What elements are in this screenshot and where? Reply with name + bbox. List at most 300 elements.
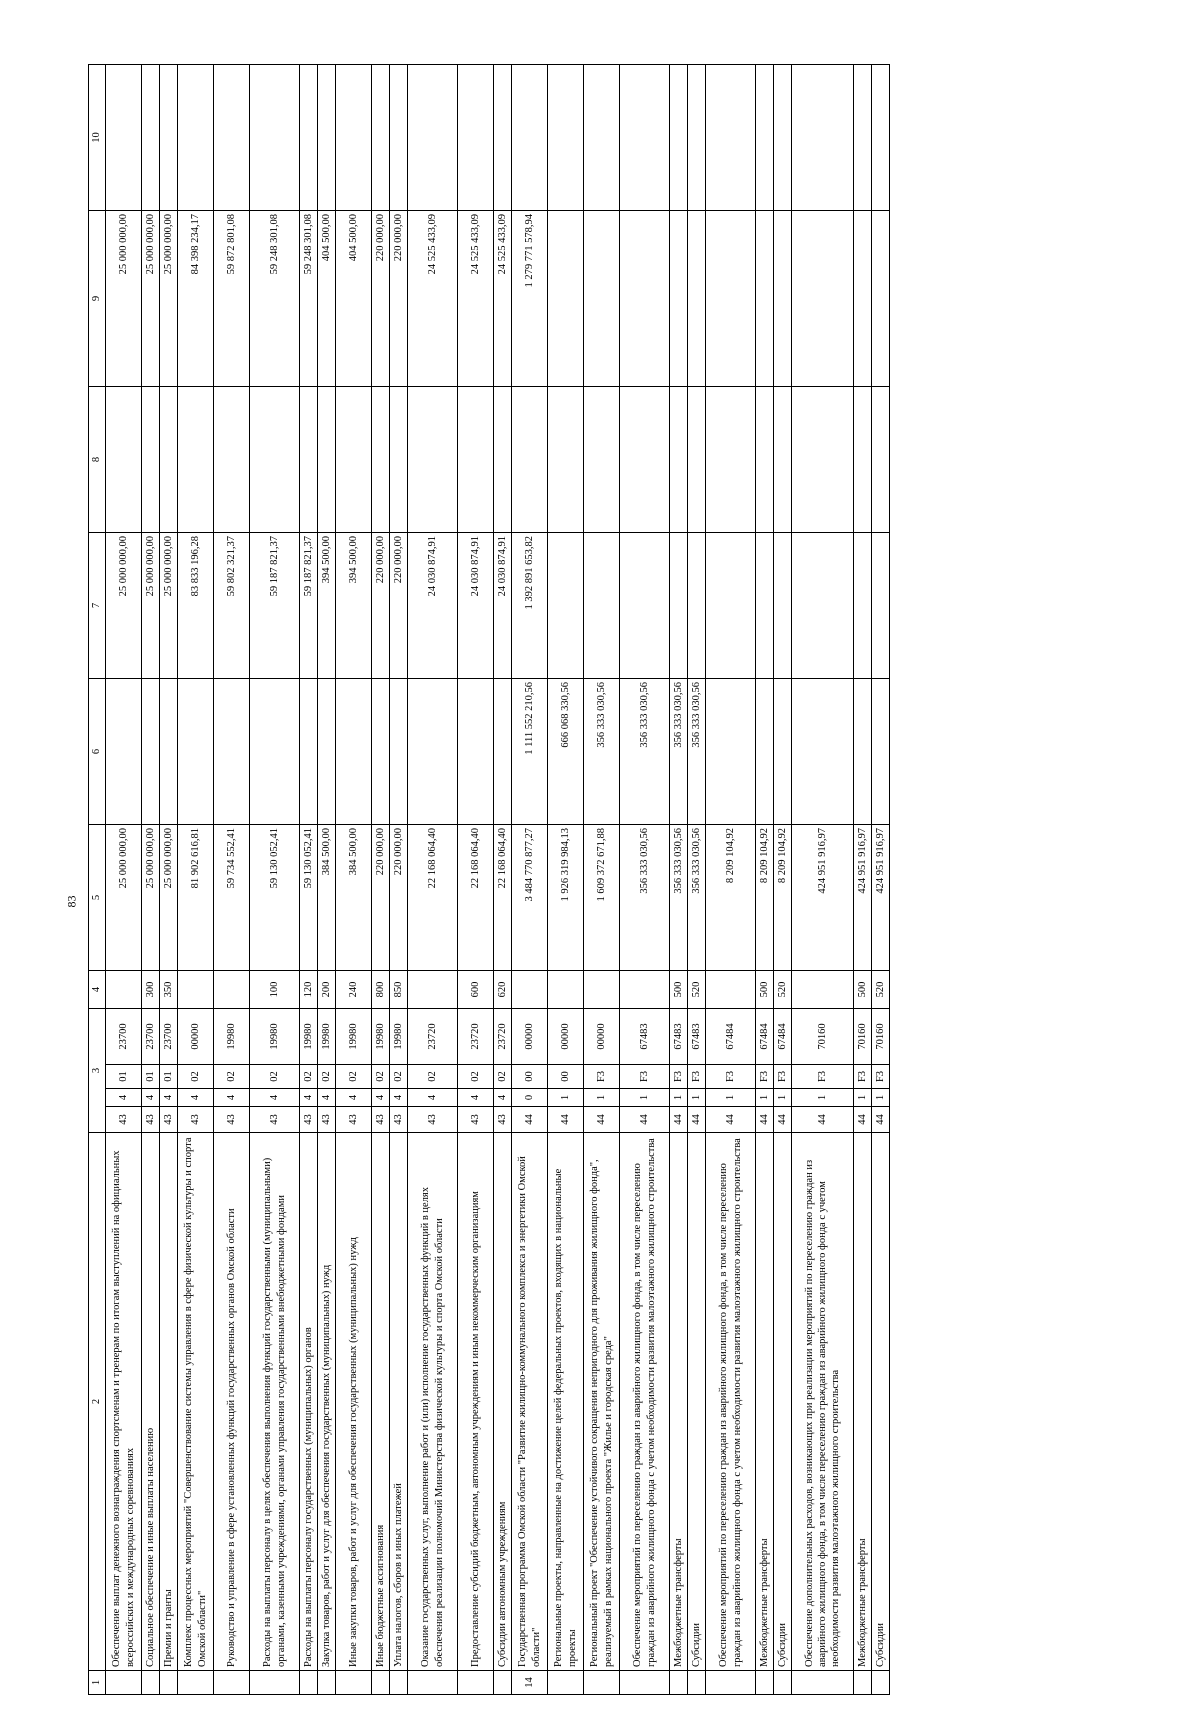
value-cell	[756, 387, 774, 533]
value-cell: 666 068 330,56	[548, 679, 584, 825]
code-part: 1	[548, 1089, 584, 1107]
table-row	[706, 65, 756, 1695]
code-part: F3	[774, 1065, 792, 1089]
table-row	[792, 65, 854, 1695]
row-index	[584, 1671, 620, 1695]
value-cell	[300, 679, 318, 825]
kvr-code: 850	[390, 971, 408, 1009]
kvr-code: 500	[670, 971, 688, 1009]
row-index	[106, 1671, 142, 1695]
code-part: 19980	[336, 1009, 372, 1065]
kvr-code: 100	[250, 971, 300, 1009]
kvr-code: 520	[688, 971, 706, 1009]
table-row	[494, 65, 512, 1695]
row-name: Предоставление субсидий бюджетным, автономным учреждениям и иным некоммерческим организациям	[458, 1133, 494, 1671]
row-index: 14	[512, 1671, 548, 1695]
code-part: 19980	[300, 1009, 318, 1065]
value-cell	[792, 387, 854, 533]
value-cell: 24 525 433,09	[458, 211, 494, 387]
code-part: 70160	[792, 1009, 854, 1065]
code-part: 23700	[106, 1009, 142, 1065]
code-part: F3	[670, 1065, 688, 1089]
code-part: 23720	[494, 1009, 512, 1065]
code-part: F3	[756, 1065, 774, 1089]
table-row	[548, 65, 584, 1695]
value-cell: 24 030 874,91	[494, 533, 512, 679]
table-row	[160, 65, 178, 1695]
header-cell: 6	[89, 679, 106, 825]
header-cell: 1	[89, 1671, 106, 1695]
table-row	[854, 65, 872, 1695]
page-number: 83	[64, 895, 79, 908]
value-cell: 424 951 916,97	[854, 825, 872, 971]
value-cell	[390, 387, 408, 533]
value-cell: 356 333 030,56	[620, 679, 670, 825]
row-index	[214, 1671, 250, 1695]
code-part: 43	[336, 1107, 372, 1133]
table-row	[756, 65, 774, 1695]
value-cell: 1 111 552 210,56	[512, 679, 548, 825]
value-cell	[106, 679, 142, 825]
kvr-code: 800	[372, 971, 390, 1009]
table-row	[318, 65, 336, 1695]
row-name: Оказание государственных услуг, выполнение работ и (или) исполнение государственных функций в целях обеспечения реализации полномочий Министерства физической культуры и спорта Омской области	[408, 1133, 458, 1671]
value-cell	[872, 387, 890, 533]
code-part: F3	[688, 1065, 706, 1089]
code-part: 70160	[854, 1009, 872, 1065]
kvr-code	[214, 971, 250, 1009]
row-index	[872, 1671, 890, 1695]
header-cell: 9	[89, 211, 106, 387]
value-cell	[142, 65, 160, 211]
value-cell: 25 000 000,00	[142, 825, 160, 971]
code-part: 43	[494, 1107, 512, 1133]
code-part: 43	[106, 1107, 142, 1133]
code-part: 02	[494, 1065, 512, 1089]
row-index	[142, 1671, 160, 1695]
kvr-code: 500	[756, 971, 774, 1009]
value-cell: 220 000,00	[390, 533, 408, 679]
value-cell	[458, 65, 494, 211]
row-index	[160, 1671, 178, 1695]
value-cell: 404 500,00	[318, 211, 336, 387]
kvr-code: 350	[160, 971, 178, 1009]
code-part: F3	[706, 1065, 756, 1089]
code-part: 01	[106, 1065, 142, 1089]
code-part: F3	[620, 1065, 670, 1089]
value-cell	[792, 211, 854, 387]
value-cell: 1 392 891 653,82	[512, 533, 548, 679]
value-cell	[854, 679, 872, 825]
rotated-page	[88, 65, 1200, 1695]
code-part: 4	[408, 1089, 458, 1107]
value-cell: 84 398 234,17	[178, 211, 214, 387]
row-name: Иные закупки товаров, работ и услуг для обеспечения государственных (муниципальных) нужд	[336, 1133, 372, 1671]
value-cell: 25 000 000,00	[106, 533, 142, 679]
row-index	[774, 1671, 792, 1695]
value-cell: 22 168 064,40	[458, 825, 494, 971]
value-cell	[706, 65, 756, 211]
value-cell	[336, 65, 372, 211]
code-part: 19980	[372, 1009, 390, 1065]
kvr-code: 240	[336, 971, 372, 1009]
code-part: 1	[854, 1089, 872, 1107]
code-part: F3	[872, 1065, 890, 1089]
code-part: 4	[214, 1089, 250, 1107]
row-index	[390, 1671, 408, 1695]
value-cell: 220 000,00	[390, 211, 408, 387]
value-cell	[390, 679, 408, 825]
code-part: 67483	[620, 1009, 670, 1065]
code-part: 4	[106, 1089, 142, 1107]
value-cell	[872, 211, 890, 387]
value-cell	[706, 387, 756, 533]
code-part: 23720	[408, 1009, 458, 1065]
table-row	[688, 65, 706, 1695]
row-name: Субсидии	[774, 1133, 792, 1671]
header-cell: 10	[89, 65, 106, 211]
code-part: 44	[688, 1107, 706, 1133]
code-part: 4	[142, 1089, 160, 1107]
table-row	[872, 65, 890, 1695]
value-cell	[706, 211, 756, 387]
row-index	[670, 1671, 688, 1695]
value-cell: 8 209 104,92	[706, 825, 756, 971]
row-index	[408, 1671, 458, 1695]
value-cell	[336, 679, 372, 825]
kvr-code	[706, 971, 756, 1009]
value-cell: 25 000 000,00	[160, 533, 178, 679]
code-part: 43	[318, 1107, 336, 1133]
code-part: 4	[372, 1089, 390, 1107]
value-cell: 220 000,00	[372, 211, 390, 387]
value-cell	[214, 679, 250, 825]
value-cell: 22 168 064,40	[408, 825, 458, 971]
row-name: Расходы на выплаты персоналу в целях обеспечения выполнения функций государственными (муниципальными) органами, казенными учреждениями, органами управления государственными внебюджетными фондами	[250, 1133, 300, 1671]
value-cell: 25 000 000,00	[142, 211, 160, 387]
value-cell: 24 030 874,91	[458, 533, 494, 679]
value-cell	[160, 65, 178, 211]
value-cell	[774, 65, 792, 211]
value-cell	[688, 211, 706, 387]
value-cell	[688, 65, 706, 211]
code-part: 44	[872, 1107, 890, 1133]
value-cell: 384 500,00	[336, 825, 372, 971]
table-row	[142, 65, 160, 1695]
value-cell: 25 000 000,00	[142, 533, 160, 679]
value-cell	[548, 533, 584, 679]
value-cell	[458, 387, 494, 533]
code-part: 1	[620, 1089, 670, 1107]
kvr-code: 520	[774, 971, 792, 1009]
value-cell: 424 951 916,97	[792, 825, 854, 971]
value-cell: 59 187 821,37	[300, 533, 318, 679]
code-part: 1	[706, 1089, 756, 1107]
code-part: 0	[512, 1089, 548, 1107]
value-cell	[774, 533, 792, 679]
kvr-code: 200	[318, 971, 336, 1009]
row-name: Государственная программа Омской области "Развитие жилищно-коммунального комплекса и энергетики Омской области"	[512, 1133, 548, 1671]
code-part: 43	[178, 1107, 214, 1133]
value-cell	[774, 211, 792, 387]
code-part: 00000	[584, 1009, 620, 1065]
row-name: Субсидии	[688, 1133, 706, 1671]
value-cell	[620, 387, 670, 533]
value-cell	[318, 679, 336, 825]
code-part: 44	[670, 1107, 688, 1133]
code-part: 23700	[160, 1009, 178, 1065]
kvr-code: 620	[494, 971, 512, 1009]
code-part: 19980	[390, 1009, 408, 1065]
code-part: 02	[250, 1065, 300, 1089]
code-part: 44	[548, 1107, 584, 1133]
value-cell	[706, 533, 756, 679]
table-row	[458, 65, 494, 1695]
value-cell	[688, 387, 706, 533]
code-part: 67484	[756, 1009, 774, 1065]
row-name: Межбюджетные трансферты	[756, 1133, 774, 1671]
value-cell	[494, 387, 512, 533]
value-cell: 1 926 319 984,13	[548, 825, 584, 971]
value-cell	[548, 65, 584, 211]
code-part: 4	[458, 1089, 494, 1107]
kvr-code	[512, 971, 548, 1009]
code-part: 02	[214, 1065, 250, 1089]
value-cell: 59 248 301,08	[250, 211, 300, 387]
code-part: 00000	[548, 1009, 584, 1065]
row-name: Субсидии автономным учреждениям	[494, 1133, 512, 1671]
row-name: Региональные проекты, направленные на достижение целей федеральных проектов, входящих в национальные проекты	[548, 1133, 584, 1671]
row-name: Обеспечение выплат денежного вознаграждения спортсменам и тренерам по итогам выступлений на официальных всероссийских и международных соревнованиях	[106, 1133, 142, 1671]
code-part: 43	[390, 1107, 408, 1133]
value-cell: 404 500,00	[336, 211, 372, 387]
code-part: 1	[688, 1089, 706, 1107]
value-cell	[512, 65, 548, 211]
value-cell	[670, 65, 688, 211]
value-cell	[250, 679, 300, 825]
code-part: 67484	[774, 1009, 792, 1065]
value-cell	[548, 211, 584, 387]
value-cell	[372, 387, 390, 533]
value-cell	[620, 65, 670, 211]
value-cell: 394 500,00	[318, 533, 336, 679]
value-cell: 25 000 000,00	[160, 211, 178, 387]
value-cell	[670, 533, 688, 679]
value-cell: 24 525 433,09	[408, 211, 458, 387]
value-cell	[854, 387, 872, 533]
value-cell	[372, 65, 390, 211]
code-part: 1	[756, 1089, 774, 1107]
kvr-code	[178, 971, 214, 1009]
value-cell	[688, 533, 706, 679]
value-cell	[494, 679, 512, 825]
code-part: 02	[318, 1065, 336, 1089]
value-cell: 220 000,00	[372, 825, 390, 971]
value-cell	[494, 65, 512, 211]
code-part: 67483	[670, 1009, 688, 1065]
value-cell	[214, 387, 250, 533]
value-cell	[336, 387, 372, 533]
table-row	[178, 65, 214, 1695]
value-cell	[408, 387, 458, 533]
row-index	[792, 1671, 854, 1695]
value-cell	[372, 679, 390, 825]
code-part: 00000	[512, 1009, 548, 1065]
row-name: Обеспечение мероприятий по переселению граждан из аварийного жилищного фонда, в том числе переселению граждан из аварийного жилищного фонда с учетом необходимости развития малоэтажного жилищного строительства	[706, 1133, 756, 1671]
row-index	[854, 1671, 872, 1695]
code-part: 44	[620, 1107, 670, 1133]
code-part: 44	[756, 1107, 774, 1133]
value-cell: 24 525 433,09	[494, 211, 512, 387]
table-row	[620, 65, 670, 1695]
row-name: Закупка товаров, работ и услуг для обеспечения государственных (муниципальных) нужд	[318, 1133, 336, 1671]
kvr-code	[620, 971, 670, 1009]
row-index	[178, 1671, 214, 1695]
code-part: 1	[774, 1089, 792, 1107]
value-cell	[300, 387, 318, 533]
row-index	[548, 1671, 584, 1695]
value-cell: 424 951 916,97	[872, 825, 890, 971]
row-index	[372, 1671, 390, 1695]
row-index	[336, 1671, 372, 1695]
code-part: 4	[250, 1089, 300, 1107]
table-row	[408, 65, 458, 1695]
row-index	[706, 1671, 756, 1695]
code-part: 19980	[214, 1009, 250, 1065]
code-part: 44	[854, 1107, 872, 1133]
code-part: 00	[512, 1065, 548, 1089]
value-cell	[250, 65, 300, 211]
row-index	[458, 1671, 494, 1695]
value-cell	[872, 65, 890, 211]
value-cell: 356 333 030,56	[620, 825, 670, 971]
value-cell	[872, 679, 890, 825]
value-cell: 25 000 000,00	[160, 825, 178, 971]
value-cell: 356 333 030,56	[688, 679, 706, 825]
header-cell: 3	[89, 1009, 106, 1133]
code-part: 44	[584, 1107, 620, 1133]
value-cell: 22 168 064,40	[494, 825, 512, 971]
code-part: 4	[300, 1089, 318, 1107]
code-part: 02	[408, 1065, 458, 1089]
code-part: 02	[390, 1065, 408, 1089]
row-name: Иные бюджетные ассигнования	[372, 1133, 390, 1671]
value-cell	[458, 679, 494, 825]
kvr-code	[584, 971, 620, 1009]
value-cell: 1 279 771 578,94	[512, 211, 548, 387]
code-part: 44	[774, 1107, 792, 1133]
code-part: 19980	[318, 1009, 336, 1065]
value-cell: 59 872 801,08	[214, 211, 250, 387]
code-part: 02	[178, 1065, 214, 1089]
value-cell	[178, 65, 214, 211]
value-cell	[854, 65, 872, 211]
value-cell	[300, 65, 318, 211]
value-cell: 8 209 104,92	[756, 825, 774, 971]
code-part: 01	[142, 1065, 160, 1089]
value-cell	[408, 679, 458, 825]
row-index	[318, 1671, 336, 1695]
code-part: 43	[142, 1107, 160, 1133]
value-cell	[792, 679, 854, 825]
kvr-code	[792, 971, 854, 1009]
kvr-code: 120	[300, 971, 318, 1009]
code-part: 23700	[142, 1009, 160, 1065]
code-part: 43	[408, 1107, 458, 1133]
value-cell	[408, 65, 458, 211]
value-cell: 8 209 104,92	[774, 825, 792, 971]
header-cell: 5	[89, 825, 106, 971]
code-part: 1	[584, 1089, 620, 1107]
table-row	[106, 65, 142, 1695]
value-cell: 81 902 616,81	[178, 825, 214, 971]
code-part: 70160	[872, 1009, 890, 1065]
value-cell: 356 333 030,56	[670, 679, 688, 825]
table-row	[214, 65, 250, 1695]
code-part: 43	[250, 1107, 300, 1133]
value-cell: 59 187 821,37	[250, 533, 300, 679]
row-index	[250, 1671, 300, 1695]
code-part: 43	[458, 1107, 494, 1133]
value-cell	[584, 211, 620, 387]
code-part: 4	[160, 1089, 178, 1107]
code-part: 44	[512, 1107, 548, 1133]
code-part: F3	[792, 1065, 854, 1089]
budget-table	[88, 64, 890, 1695]
table-row	[774, 65, 792, 1695]
row-index	[620, 1671, 670, 1695]
row-name: Межбюджетные трансферты	[670, 1133, 688, 1671]
kvr-code: 500	[854, 971, 872, 1009]
code-part: 19980	[250, 1009, 300, 1065]
value-cell: 3 484 770 877,27	[512, 825, 548, 971]
code-part: 4	[390, 1089, 408, 1107]
table-row	[390, 65, 408, 1695]
value-cell: 59 248 301,08	[300, 211, 318, 387]
row-name: Региональный проект "Обеспечение устойчивого сокращения непригодного для проживания жилищного фонда", реализуемый в рамках национального проекта "Жилье и городская среда"	[584, 1133, 620, 1671]
row-index	[756, 1671, 774, 1695]
value-cell	[792, 533, 854, 679]
code-part: 02	[300, 1065, 318, 1089]
value-cell: 59 130 052,41	[250, 825, 300, 971]
value-cell	[160, 387, 178, 533]
value-cell: 220 000,00	[372, 533, 390, 679]
value-cell: 59 802 321,37	[214, 533, 250, 679]
value-cell: 25 000 000,00	[106, 825, 142, 971]
value-cell	[512, 387, 548, 533]
header-cell: 4	[89, 971, 106, 1009]
value-cell	[670, 387, 688, 533]
header-cell: 2	[89, 1133, 106, 1671]
code-part: 4	[336, 1089, 372, 1107]
value-cell	[584, 387, 620, 533]
value-cell	[106, 65, 142, 211]
code-part: 1	[670, 1089, 688, 1107]
value-cell	[620, 211, 670, 387]
code-part: 23720	[458, 1009, 494, 1065]
value-cell	[142, 679, 160, 825]
header-cell: 7	[89, 533, 106, 679]
value-cell: 394 500,00	[336, 533, 372, 679]
value-cell	[756, 533, 774, 679]
code-part: 67484	[706, 1009, 756, 1065]
value-cell: 59 734 552,41	[214, 825, 250, 971]
table-row	[336, 65, 372, 1695]
table-body	[106, 65, 890, 1695]
value-cell	[106, 387, 142, 533]
code-part: 00000	[178, 1009, 214, 1065]
value-cell: 356 333 030,56	[584, 679, 620, 825]
